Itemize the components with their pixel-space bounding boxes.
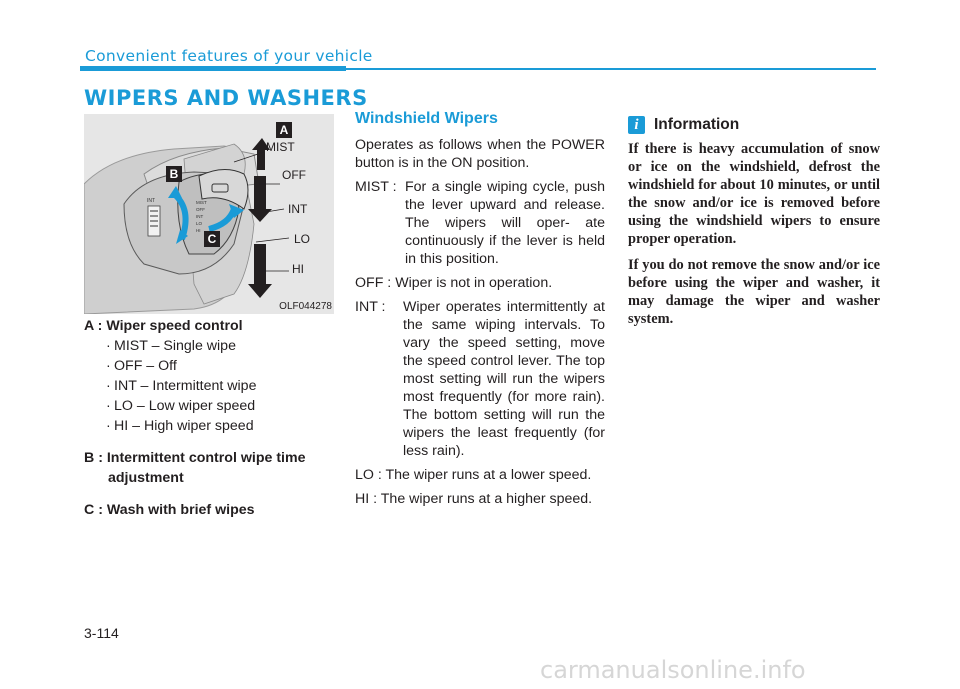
header-bar-thick bbox=[80, 66, 346, 71]
callout-mist: MIST bbox=[266, 140, 295, 154]
badge-c: C bbox=[204, 231, 220, 247]
legend-a-head: A : Wiper speed control bbox=[84, 318, 243, 334]
legend-a-item: · LO – Low wiper speed bbox=[106, 398, 256, 414]
def-int: INT : Wiper operates intermittently at the same wiping intervals. To vary the speed setting, move the speed control lever. The top most setting will run the wipers most frequently (for more rain). The bottom setting will run the wipers the least frequently (for less rain). bbox=[355, 299, 605, 459]
figure-legend bbox=[84, 316, 349, 520]
legend-b-head: B : Intermittent control wipe time bbox=[84, 450, 306, 466]
info-icon: i bbox=[628, 116, 645, 134]
section-header-title: Convenient features of your vehicle bbox=[85, 47, 373, 65]
lever-label-int: INT bbox=[147, 198, 156, 204]
windshield-wipers-title: Windshield Wipers bbox=[355, 110, 498, 127]
def-off: OFF : Wiper is not in operation. bbox=[355, 275, 553, 291]
legend-a-item: · MIST – Single wipe bbox=[106, 338, 236, 354]
info-title: Information bbox=[654, 116, 740, 133]
lever-label-hi: HI bbox=[196, 228, 201, 233]
info-paragraph: If you do not remove the snow and/or ice before using the wiper and washer, it may damage the wiper and washer system. bbox=[628, 257, 880, 327]
watermark: carmanualsonline.info bbox=[540, 656, 806, 684]
def-lo: LO : The wiper runs at a lower speed. bbox=[355, 467, 592, 483]
legend-a-item: · OFF – Off bbox=[106, 358, 177, 374]
info-paragraph: If there is heavy accumulation of snow or ice on the windshield, defrost the windshield for about 10 minutes, or until the snow and/or ice is removed before using the windshield wipers to ensure proper operation. bbox=[628, 141, 880, 247]
header-bar-thin bbox=[346, 68, 876, 70]
lever-label-int-2: INT bbox=[196, 214, 204, 219]
wiper-lever-figure bbox=[84, 114, 334, 314]
info-body bbox=[628, 140, 880, 336]
lever-label-lo: LO bbox=[196, 221, 203, 226]
callout-hi: HI bbox=[292, 262, 304, 276]
legend-c-head: C : Wash with brief wipes bbox=[84, 502, 255, 518]
def-mist: MIST : For a single wiping cycle, push the lever upward and release. The wipers will oper- ate continuously if the lever is held in this position. bbox=[355, 179, 605, 267]
figure-code: OLF044278 bbox=[279, 301, 332, 312]
lever-label-mist: MIST bbox=[196, 200, 207, 205]
callout-int: INT bbox=[288, 202, 308, 216]
page-title: WIPERS AND WASHERS bbox=[84, 86, 368, 110]
def-hi: HI : The wiper runs at a higher speed. bbox=[355, 491, 593, 507]
wipers-intro: Operates as follows when the POWER button is in the ON position. bbox=[355, 137, 605, 171]
legend-b-head-cont: adjustment bbox=[108, 470, 184, 486]
callout-off: OFF bbox=[282, 168, 306, 182]
badge-a: A bbox=[276, 122, 292, 138]
legend-a-item: · HI – High wiper speed bbox=[106, 418, 254, 434]
windshield-wipers-section bbox=[355, 110, 605, 514]
callout-lo: LO bbox=[294, 232, 311, 246]
legend-a-item: · INT – Intermittent wipe bbox=[106, 378, 257, 394]
page-number: 3-114 bbox=[84, 625, 119, 641]
lever-label-off: OFF bbox=[196, 207, 205, 212]
badge-b: B bbox=[166, 166, 182, 182]
